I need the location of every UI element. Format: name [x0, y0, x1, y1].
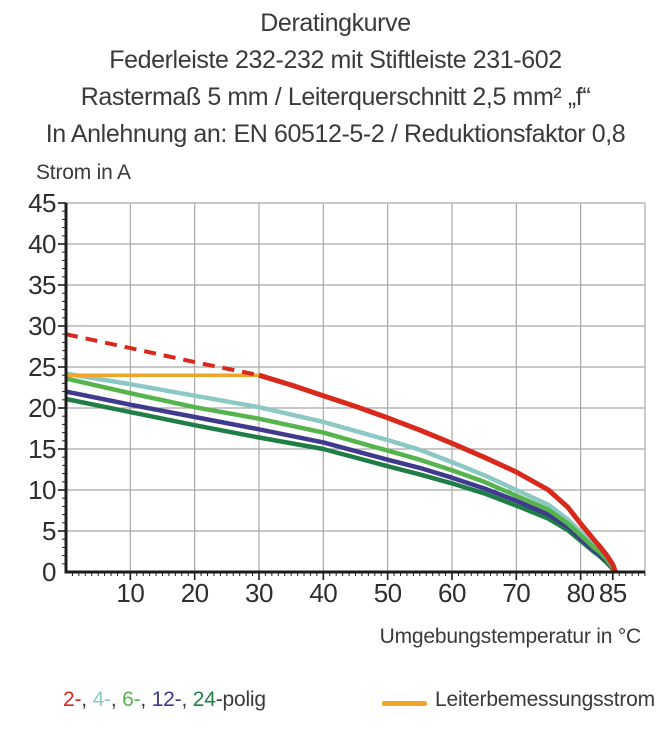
title-line-4: In Anlehnung an: EN 60512-5-2 / Reduktionsfaktor 0,8: [45, 120, 626, 148]
derating-chart: [0, 150, 671, 625]
rated-current-label: Leiterbemessungsstrom: [435, 688, 655, 711]
legend-pole-segment: ,: [181, 688, 193, 711]
y-tick-label: 20: [28, 393, 56, 423]
x-tick-label: 85: [598, 578, 627, 608]
x-tick-label: 80: [566, 578, 595, 608]
x-tick-label: 40: [309, 578, 338, 608]
y-tick-label: 15: [28, 434, 56, 464]
y-tick-label: 25: [28, 352, 56, 382]
y-tick-label: 30: [28, 311, 56, 341]
x-tick-label: 50: [373, 578, 402, 608]
y-tick-label: 5: [42, 516, 56, 546]
curves: [66, 334, 615, 572]
x-axis-label: Umgebungstemperatur in °C: [379, 625, 641, 648]
title-line-3: Rastermaß 5 mm / Leiterquerschnitt 2,5 mm² „f“: [80, 83, 591, 111]
rated-current-line-swatch: [382, 701, 427, 706]
title-line-2: Federleiste 232-232 mit Stiftleiste 231-602: [109, 46, 562, 74]
legend-pole-segment: 2-: [63, 688, 82, 711]
legend-pole-segment: 6-: [122, 688, 141, 711]
legend-pole-segment: ,: [81, 688, 93, 711]
y-tick-label: 35: [28, 270, 56, 300]
x-tick-label: 20: [180, 578, 209, 608]
x-tick-label: 10: [116, 578, 145, 608]
y-tick-label: 0: [42, 557, 56, 587]
legend-pole-segment: 24: [192, 688, 216, 711]
x-tick-label: 30: [245, 578, 273, 608]
y-tick-label: 40: [28, 229, 56, 259]
legend-pole-segment: 12-: [151, 688, 182, 711]
x-tick-label: 60: [438, 578, 466, 608]
legend-pole-segment: ,: [140, 688, 152, 711]
legend-pole-counts: [63, 688, 266, 712]
y-axis-label: Strom in A: [36, 161, 131, 184]
legend: [0, 686, 671, 718]
title-block: [0, 5, 671, 153]
y-tick-label: 45: [28, 188, 56, 218]
curve-2-polig-gestrichelt: [66, 334, 259, 375]
legend-pole-segment: 4-: [92, 688, 111, 711]
x-tick-label: 70: [502, 578, 531, 608]
title-line-1: Deratingkurve: [260, 9, 411, 37]
y-tick-label: 10: [28, 475, 56, 505]
legend-pole-segment: ,: [110, 688, 123, 711]
legend-pole-segment: -polig: [215, 688, 266, 711]
